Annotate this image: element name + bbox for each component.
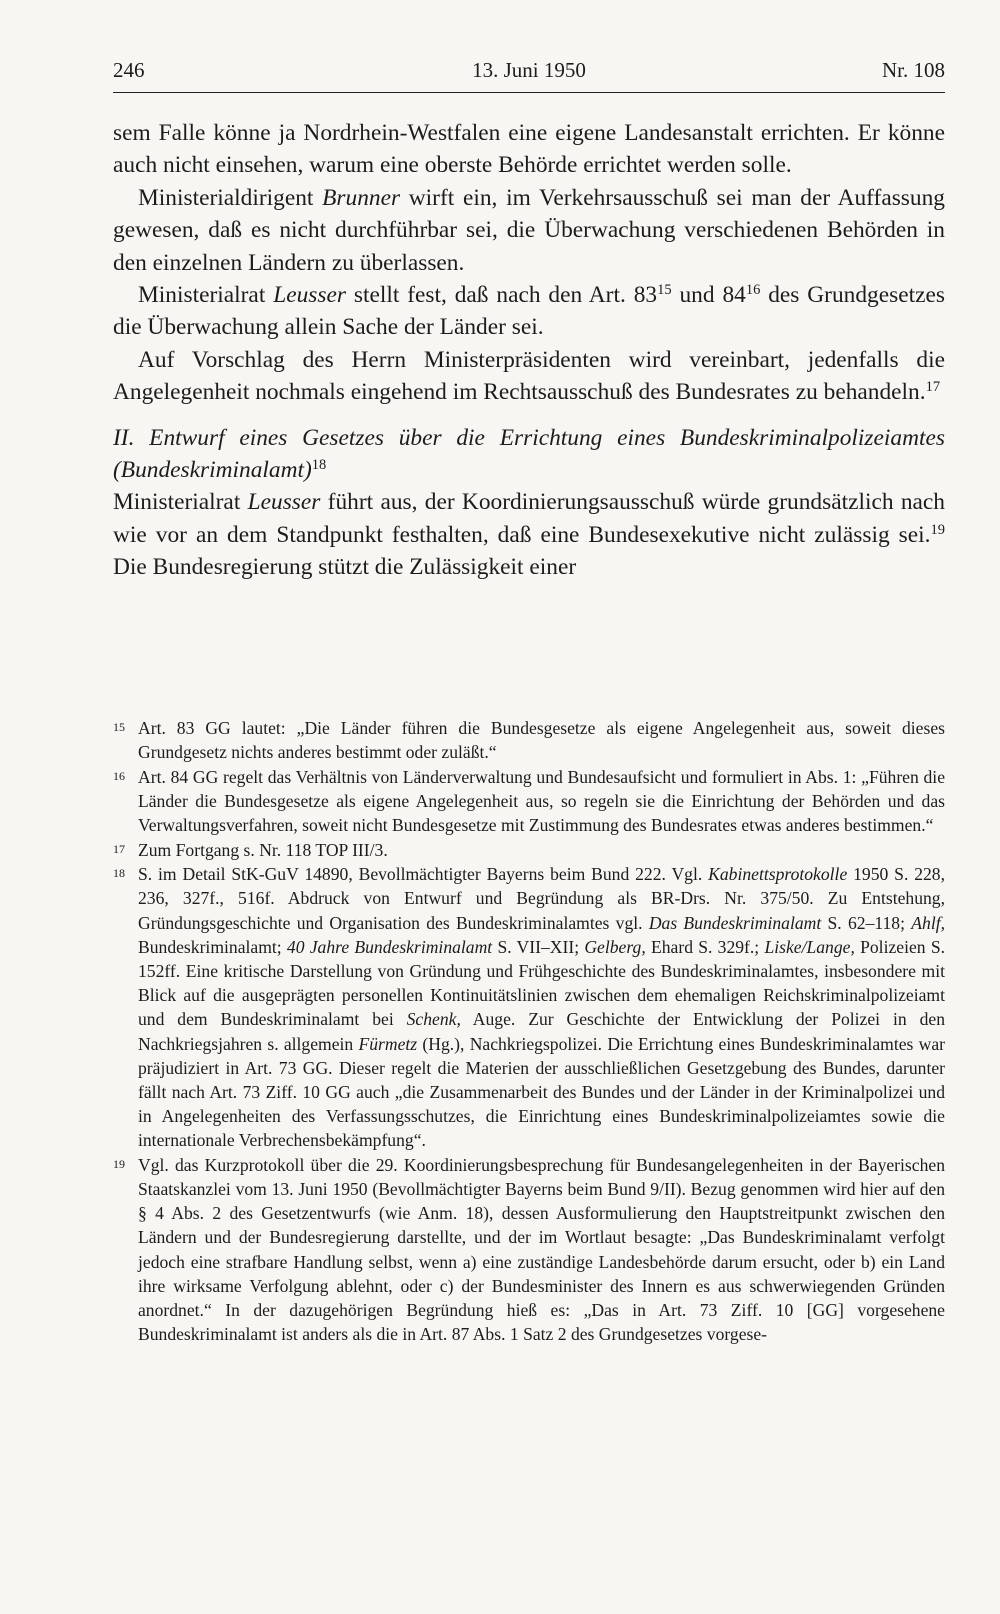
section-heading <box>113 422 945 487</box>
footnote-15 <box>113 716 945 764</box>
text-run: Ministerialrat <box>113 489 248 516</box>
footnotes <box>113 716 945 1347</box>
footnote-number: 16 <box>113 768 125 783</box>
text-run: S. im Detail StK-GuV 14890, Bevollmächtigter Bayerns beim Bund 222. Vgl. <box>138 864 709 885</box>
text-run: wirft ein, im Verkehrsausschuß sei man der Auffassung gewesen, daß es nicht durchführbar sei, die Überwachung verschiedenen Behörden in den einzelnen Ländern zu überlassen. <box>113 184 945 276</box>
citation-title: Das Bundeskriminalamt <box>648 912 822 933</box>
citation-author: Liske/Lange, <box>764 936 855 957</box>
footnote-number: 19 <box>113 1156 125 1171</box>
footnote-number: 17 <box>113 841 125 856</box>
citation-author: Ahlf, <box>911 912 945 933</box>
footnote-17 <box>113 838 945 862</box>
text-run: (Hg.), Nachkriegspolizei. Die Errichtung eines Bundeskriminalamtes war präjudiziert in Art. 73 GG. Dieser regelt die Materien der ausschließlichen Gesetzgebung des Bundes, darunter fällt nach Art. 73 Ziff. 10 GG auch „die Zusammenarbeit des Bundes und der Länder in der Kriminalpolizei und in Angelegenheiten des Verfassungsschutzes, die Einrichtung eines Bundeskriminalpolizeiamtes sowie die internationale Verbrechensbekämpfung“. <box>138 1033 946 1151</box>
footnote-18 <box>113 862 945 1152</box>
speaker-name: Brunner <box>322 184 401 211</box>
paragraph-brunner <box>113 182 945 279</box>
citation-author: Gelberg, <box>584 936 646 957</box>
footnote-ref: 19 <box>930 521 945 538</box>
footnote-text: Art. 83 GG lautet: „Die Länder führen die Bundesgesetze als eigene Angelegenheit aus, soweit dieses Grundgesetz nichts anderes bestimmt oder zuläßt.“ <box>138 718 945 763</box>
paragraph-continuation: sem Falle könne ja Nordrhein-Westfalen eine eigene Landesanstalt errichten. Er könne auch nicht einsehen, warum eine oberste Behörde errichtet werden solle. <box>113 120 945 179</box>
speaker-name: Leusser <box>247 489 321 516</box>
section-title: II. Entwurf eines Gesetzes über die Errichtung eines Bundeskriminalpolizeiamtes (Bundeskriminalamt) <box>113 424 945 484</box>
paragraph-vorschlag <box>113 344 945 409</box>
paragraph-leusser-1 <box>113 279 945 344</box>
text-run: Polizeien S. 152ff. Eine kritische Darstellung von Gründung und Frühgeschichte des Bundeskriminalamtes, insbesondere mit Blick auf die ausgeprägten personellen Kontinuitätslinien zwischen dem ehemaligen Reichskriminalpolizeiamt und dem Bundeskriminalamt bei <box>138 936 945 1030</box>
text-run: Ministerialdirigent <box>138 184 323 211</box>
footnote-text: Zum Fortgang s. Nr. 118 TOP III/3. <box>138 839 388 860</box>
citation-author: Schenk, <box>406 1009 461 1030</box>
text-run: S. VII–XII; <box>492 936 585 957</box>
page-number: 246 <box>113 58 145 82</box>
text-run: Auge. Zur Geschichte der Entwicklung der Polizei in den Nachkriegsjahren s. allgemein <box>138 1009 945 1054</box>
main-text <box>113 117 945 584</box>
text-run: S. 62–118; <box>821 912 912 933</box>
footnote-text: Art. 84 GG regelt das Verhältnis von Länderverwaltung und Bundesaufsicht und formuliert in Abs. 1: „Führen die Länder die Bundesgesetze als eigene Angelegenheit aus, so regeln sie die Einrichtung der Behörden und das Verwaltungsverfahren, soweit nicht Bundesgesetze mit Zustimmung des Bundesrates etwas anderes bestimmen.“ <box>138 766 945 836</box>
citation-author: Fürmetz <box>358 1033 418 1054</box>
footnote-number: 15 <box>113 720 125 734</box>
footnote-19 <box>113 1153 945 1347</box>
text-run: Ehard S. 329f.; <box>645 936 765 957</box>
footnote-ref: 18 <box>311 457 327 474</box>
text-run: 1950 S. 228, 236, 327f., 516f. Abdruck von Entwurf und Begründung als BR-Drs. Nr. 375/50. Zu Entstehung, Gründungsgeschichte und Organisation des Bundeskriminalamtes vgl. <box>138 864 946 933</box>
citation-title: Kabinettsprotokolle <box>708 864 848 885</box>
footnote-number: 18 <box>113 866 125 881</box>
text-run: stellt fest, daß nach den Art. 83 <box>345 282 658 309</box>
text-run: Bundeskriminalamt; <box>138 936 287 957</box>
citation-title: 40 Jahre Bundeskriminalamt <box>286 936 493 957</box>
text-run: führt aus, der Koordinierungsausschuß würde grundsätzlich nach wie vor an dem Standpunkt festhalten, daß eine Bundesexekutive nicht zulässig sei. <box>113 489 945 548</box>
text-run: des Grundgesetzes die Überwachung allein Sache der Länder sei. <box>113 282 945 341</box>
footnote-text: Vgl. das Kurzprotokoll über die 29. Koordinierungsbesprechung für Bundesangelegenheiten in der Bayerischen Staatskanzlei vom 13. Juni 1950 (Bevollmächtigter Bayerns beim Bund 9/II). Bezug genommen wird hier auf den § 4 Abs. 2 des Gesetzentwurfs (wie Anm. 18), dessen Ausformulierung den Hauptstreitpunkt zwischen den Ländern und der Bundesregierung darstellte, und der im Wortlaut besagte: „Das Bundeskriminalamt verfolgt jedoch eine strafbare Handlung selbst, wenn a) eine zuständige Landesbehörde darum ersucht, oder b) ein Land ihre wirksame Verfolgung ablehnt, oder c) der Bundesminister des Innern es aus schwerwiegenden Gründen anordnet.“ In der dazugehörigen Begründung hieß es: „Das in Art. 73 Ziff. 10 [GG] vorgesehene Bundeskriminalamt ist anders als die in Art. 87 Abs. 1 Satz 2 des Grundgesetzes vorgese- <box>138 1154 945 1345</box>
text-run: Auf Vorschlag des Herrn Ministerpräsidenten wird vereinbart, jedenfalls die Angelegenheit nochmals eingehend im Rechtsausschuß des Bundesrates zu behandeln. <box>113 346 945 406</box>
footnote-16 <box>113 765 945 838</box>
footnote-ref: 17 <box>925 379 941 396</box>
running-header <box>113 58 945 93</box>
issue-number: Nr. 108 <box>882 58 945 82</box>
text-run: und 84 <box>671 282 746 309</box>
text-run: Die Bundesregierung stützt die Zulässigkeit einer <box>113 554 577 581</box>
paragraph-leusser-2 <box>113 486 945 583</box>
footnote-ref: 15 <box>657 282 672 299</box>
footnote-ref: 16 <box>745 282 761 299</box>
speaker-name: Leusser <box>273 282 346 309</box>
header-date: 13. Juni 1950 <box>472 58 586 82</box>
text-run: Ministerialrat <box>138 282 274 309</box>
